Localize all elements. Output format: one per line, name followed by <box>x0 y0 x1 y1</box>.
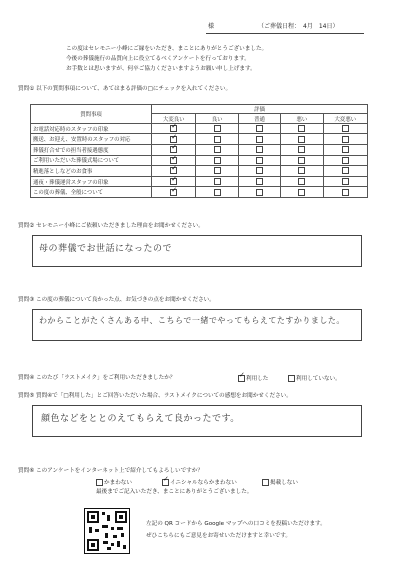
rating-row-label: お電話対応時のスタッフの印象 <box>31 123 152 134</box>
rating-checkbox[interactable] <box>170 125 177 132</box>
rating-row <box>31 144 368 155</box>
q3-prompt: 質問③ この度の葬儀について良かった点、お気づきの点をお聞かせください。 <box>18 297 215 303</box>
rating-row-label: 搬送、お迎え、安置時のスタッフの対応 <box>31 134 152 145</box>
honorific: 様 <box>208 23 215 30</box>
rating-label-0: 大変良い <box>152 114 196 123</box>
rating-checkbox[interactable] <box>170 167 177 174</box>
rating-cell <box>238 187 280 198</box>
rating-cell <box>196 155 238 166</box>
rating-cell <box>323 123 367 134</box>
rating-cell <box>323 134 367 145</box>
rating-checkbox[interactable] <box>342 189 349 196</box>
q1-prompt: 質問① 以下の質問事項について、あてはまる評価の□にチェックを入れてください。 <box>18 86 232 92</box>
rating-checkbox[interactable] <box>256 189 263 196</box>
q5-prompt: 質問⑤ 質問④で「□利用した」とご回答いただいた場合、ラストメイクについての感想をお聞かせください。 <box>18 393 292 399</box>
rating-cell <box>281 144 323 155</box>
rating-cell <box>238 176 280 187</box>
q4-prompt: 質問④ このたび「ラストメイク」をご利用いただきましたか？ <box>18 375 176 381</box>
q5-answer: 顔色などをととのえてもらえて良かったです。 <box>41 414 240 424</box>
q6-no-checkbox[interactable] <box>262 479 269 486</box>
rating-row <box>31 166 368 177</box>
rating-cell <box>323 166 367 177</box>
rating-cell <box>323 187 367 198</box>
q6-option-initials[interactable]: ✓ イニシャルならかまわない <box>162 479 237 487</box>
rating-checkbox[interactable] <box>256 146 263 153</box>
rating-table <box>30 104 368 198</box>
q6-option-no[interactable]: 掲載しない <box>262 479 298 487</box>
rating-cell <box>323 144 367 155</box>
rating-cell <box>238 123 280 134</box>
rating-checkbox[interactable] <box>256 125 263 132</box>
rating-checkbox[interactable] <box>298 136 305 143</box>
footer-line-2: ぜひこちらにもご意見をお寄せいただけますと幸いです。 <box>146 533 291 539</box>
closing-message: 最後までご記入いただき、まことにありがとうございました。 <box>96 489 253 495</box>
rating-cell <box>196 166 238 177</box>
rating-cell <box>281 123 323 134</box>
rating-cell <box>281 155 323 166</box>
q6-option-ok[interactable]: かまわない <box>96 479 132 487</box>
rating-checkbox[interactable] <box>298 178 305 185</box>
rating-checkbox[interactable] <box>342 167 349 174</box>
q4-option-not-used[interactable]: 利用していない。 <box>288 375 341 383</box>
rating-row <box>31 123 368 134</box>
rating-row-label: ご利用いただいた葬儀式場について <box>31 155 152 166</box>
rating-cell <box>323 176 367 187</box>
rating-checkbox[interactable] <box>256 167 263 174</box>
rating-row <box>31 176 368 187</box>
rating-checkbox[interactable] <box>298 189 305 196</box>
rating-cell <box>281 187 323 198</box>
rating-checkbox[interactable] <box>298 125 305 132</box>
rating-checkbox[interactable] <box>214 125 221 132</box>
rating-checkbox[interactable] <box>214 178 221 185</box>
q3-answer-box[interactable] <box>32 309 362 341</box>
rating-cell <box>196 176 238 187</box>
rating-checkbox[interactable] <box>342 136 349 143</box>
rating-body <box>31 123 368 197</box>
rating-cell <box>238 134 280 145</box>
rating-cell <box>323 155 367 166</box>
rating-cell <box>281 166 323 177</box>
rating-checkbox[interactable] <box>298 167 305 174</box>
qr-code[interactable] <box>84 508 130 554</box>
service-date: （ご葬儀日程： 4月 14日） <box>258 23 339 30</box>
rating-label-1: 良い <box>196 114 238 123</box>
rating-label-4: 大変悪い <box>323 114 367 123</box>
rating-checkbox[interactable] <box>214 157 221 164</box>
q2-answer-box[interactable] <box>32 235 362 267</box>
rating-cell <box>196 144 238 155</box>
rating-cell <box>238 144 280 155</box>
rating-row <box>31 134 368 145</box>
rating-cell <box>281 134 323 145</box>
rating-row <box>31 187 368 198</box>
header-underline <box>206 33 364 34</box>
col-rating-header: 評価 <box>152 105 368 114</box>
q2-answer: 母の葬儀でお世話になったので <box>39 244 173 254</box>
rating-checkbox[interactable] <box>342 146 349 153</box>
rating-row-label: 通夜・葬儀運営スタッフの印象 <box>31 176 152 187</box>
rating-row-label: 葬儀打合せでの担当者接遇態度 <box>31 144 152 155</box>
rating-checkbox[interactable] <box>342 125 349 132</box>
rating-row-label: 精進落としなどのお食事 <box>31 166 152 177</box>
rating-checkbox[interactable] <box>298 146 305 153</box>
rating-label-2: 普通 <box>238 114 280 123</box>
rating-row <box>31 155 368 166</box>
footer-line-1: 左記の QR コードから Google マップへの口コミを投稿いただけます。 <box>146 521 326 527</box>
intro-line-2: 今後の葬儀施行の品質向上に役立てるべくアンケートを行っております。 <box>66 56 250 62</box>
q4-used-checkbox[interactable] <box>238 375 245 382</box>
rating-checkbox[interactable] <box>170 189 177 196</box>
rating-checkbox[interactable] <box>256 136 263 143</box>
q2-prompt: 質問② セレモニー小峰にご依頼いただきました理由をお聞かせください。 <box>18 223 204 229</box>
rating-checkbox[interactable] <box>256 157 263 164</box>
rating-checkbox[interactable] <box>170 178 177 185</box>
intro-line-3: お手数とは思いますが、何卒ご協力くださいますようお願い申し上げます。 <box>66 66 256 72</box>
rating-checkbox[interactable] <box>170 136 177 143</box>
col-item-header: 質問事項 <box>31 105 152 124</box>
rating-checkbox[interactable] <box>298 157 305 164</box>
q6-prompt: 質問⑥ このアンケートをインターネット上で紹介してもよろしいですか？ <box>18 468 203 474</box>
q4-not-used-checkbox[interactable] <box>288 375 295 382</box>
rating-checkbox[interactable] <box>342 178 349 185</box>
rating-checkbox[interactable] <box>214 136 221 143</box>
rating-cell <box>238 155 280 166</box>
rating-label-3: 悪い <box>281 114 323 123</box>
rating-cell <box>238 166 280 177</box>
rating-checkbox[interactable] <box>214 146 221 153</box>
q4-option-used[interactable]: ✓ 利用した <box>238 375 268 383</box>
rating-checkbox[interactable] <box>342 157 349 164</box>
rating-cell <box>196 187 238 198</box>
q3-answer: わからことがたくさんある中、こちらで一緒でやってもらえてたすかりました。 <box>39 316 345 325</box>
q5-answer-box[interactable] <box>32 405 362 437</box>
q6-ok-checkbox[interactable] <box>96 479 103 486</box>
rating-row-label: この度の葬儀、全般について <box>31 187 152 198</box>
rating-checkbox[interactable] <box>170 157 177 164</box>
rating-cell <box>152 187 196 198</box>
rating-cell <box>281 176 323 187</box>
rating-checkbox[interactable] <box>214 167 221 174</box>
q6-initials-checkbox[interactable] <box>162 479 169 486</box>
rating-cell <box>196 123 238 134</box>
rating-checkbox[interactable] <box>256 178 263 185</box>
rating-checkbox[interactable] <box>214 189 221 196</box>
rating-checkbox[interactable] <box>170 146 177 153</box>
intro-line-1: この度はセレモニー小峰にご縁をいただき、まことにありがとうございました。 <box>66 46 268 52</box>
rating-cell <box>196 134 238 145</box>
